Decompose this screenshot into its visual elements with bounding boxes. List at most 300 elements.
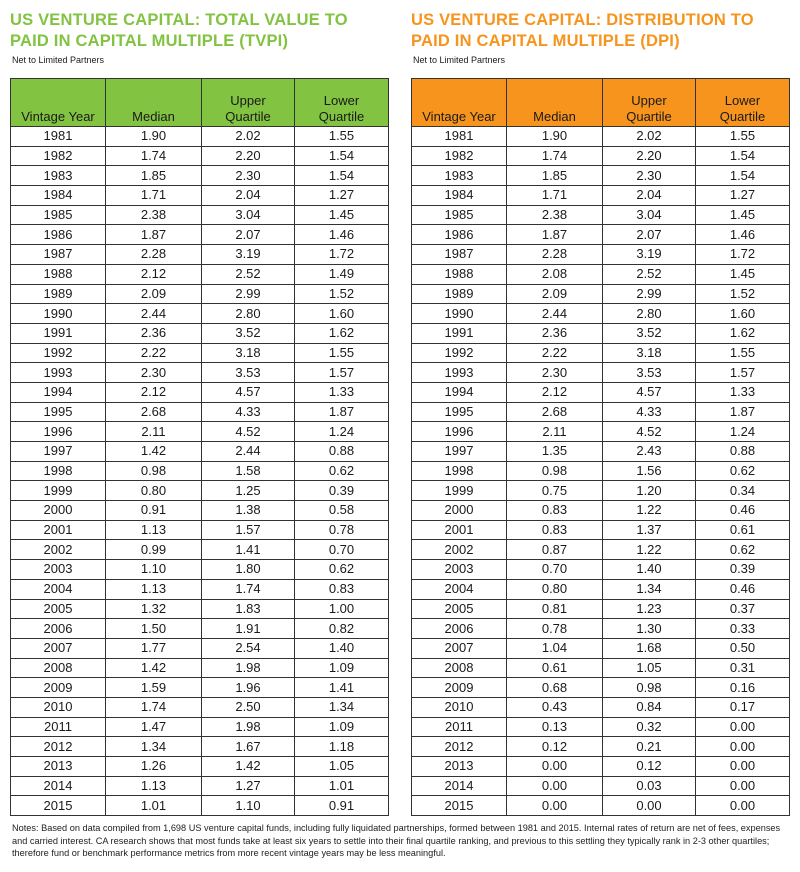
table-cell: 3.52 <box>603 323 696 343</box>
table-cell: 0.61 <box>696 520 790 540</box>
table-cell: 1983 <box>11 166 106 186</box>
table-cell: 2.44 <box>507 304 603 324</box>
table-cell: 1.57 <box>696 363 790 383</box>
dpi-column-header: Upper Quartile <box>603 79 696 127</box>
table-cell: 1.54 <box>295 146 389 166</box>
table-cell: 1992 <box>11 343 106 363</box>
table-row <box>11 461 389 481</box>
table-cell: 2010 <box>412 697 507 717</box>
table-cell: 1.30 <box>603 619 696 639</box>
table-cell: 1.90 <box>507 127 603 147</box>
table-row <box>412 540 790 560</box>
table-row <box>11 619 389 639</box>
table-row <box>11 127 389 147</box>
table-cell: 2014 <box>11 776 106 796</box>
table-row <box>412 638 790 658</box>
table-row <box>412 343 790 363</box>
table-cell: 1.05 <box>295 757 389 777</box>
table-cell: 1.09 <box>295 717 389 737</box>
table-row <box>11 757 389 777</box>
table-cell: 1.42 <box>106 442 202 462</box>
table-cell: 1.35 <box>507 442 603 462</box>
table-row <box>412 304 790 324</box>
table-cell: 1.55 <box>696 127 790 147</box>
table-row <box>412 697 790 717</box>
table-cell: 1.23 <box>603 599 696 619</box>
table-cell: 0.16 <box>696 678 790 698</box>
table-cell: 0.98 <box>106 461 202 481</box>
table-cell: 1.25 <box>202 481 295 501</box>
table-cell: 2006 <box>412 619 507 639</box>
table-cell: 2.28 <box>106 245 202 265</box>
table-cell: 2.30 <box>507 363 603 383</box>
table-cell: 1.52 <box>295 284 389 304</box>
table-cell: 1.87 <box>507 225 603 245</box>
table-row <box>11 658 389 678</box>
table-cell: 1.01 <box>106 796 202 816</box>
tvpi-table <box>10 78 389 816</box>
table-cell: 1990 <box>11 304 106 324</box>
table-cell: 1.59 <box>106 678 202 698</box>
table-cell: 2.20 <box>603 146 696 166</box>
table-cell: 0.83 <box>507 520 603 540</box>
table-cell: 1.42 <box>202 757 295 777</box>
table-cell: 1.91 <box>202 619 295 639</box>
table-row <box>11 382 389 402</box>
table-cell: 1988 <box>11 264 106 284</box>
table-cell: 3.52 <box>202 323 295 343</box>
table-cell: 2.22 <box>106 343 202 363</box>
table-row <box>412 481 790 501</box>
table-cell: 1992 <box>412 343 507 363</box>
table-row <box>412 284 790 304</box>
table-row <box>11 560 389 580</box>
table-cell: 1.60 <box>295 304 389 324</box>
table-cell: 1.57 <box>295 363 389 383</box>
table-cell: 2014 <box>412 776 507 796</box>
table-row <box>11 225 389 245</box>
table-cell: 0.62 <box>295 560 389 580</box>
table-cell: 1981 <box>11 127 106 147</box>
table-cell: 1.87 <box>295 402 389 422</box>
table-cell: 2.68 <box>106 402 202 422</box>
table-cell: 0.00 <box>696 796 790 816</box>
table-cell: 1.13 <box>106 520 202 540</box>
table-row <box>11 579 389 599</box>
table-cell: 1.37 <box>603 520 696 540</box>
table-cell: 2.50 <box>202 697 295 717</box>
table-cell: 1.41 <box>202 540 295 560</box>
table-row <box>11 205 389 225</box>
table-cell: 2.44 <box>202 442 295 462</box>
table-cell: 2007 <box>11 638 106 658</box>
table-cell: 2004 <box>412 579 507 599</box>
table-cell: 0.00 <box>507 776 603 796</box>
table-row <box>11 501 389 521</box>
table-cell: 0.78 <box>507 619 603 639</box>
table-cell: 1.55 <box>295 127 389 147</box>
table-row <box>412 205 790 225</box>
table-row <box>11 304 389 324</box>
table-cell: 1996 <box>11 422 106 442</box>
table-cell: 0.62 <box>295 461 389 481</box>
tvpi-column-header: Upper Quartile <box>202 79 295 127</box>
table-cell: 1.49 <box>295 264 389 284</box>
table-row <box>11 678 389 698</box>
table-cell: 0.88 <box>295 442 389 462</box>
table-cell: 1.72 <box>696 245 790 265</box>
table-row <box>412 737 790 757</box>
table-cell: 0.58 <box>295 501 389 521</box>
table-cell: 2003 <box>412 560 507 580</box>
table-cell: 1.62 <box>696 323 790 343</box>
table-cell: 1.96 <box>202 678 295 698</box>
table-cell: 2006 <box>11 619 106 639</box>
table-cell: 1988 <box>412 264 507 284</box>
table-row <box>11 776 389 796</box>
tvpi-table-body <box>11 127 389 816</box>
table-cell: 1993 <box>11 363 106 383</box>
table-cell: 0.83 <box>295 579 389 599</box>
table-cell: 2012 <box>11 737 106 757</box>
table-cell: 2.36 <box>106 323 202 343</box>
table-cell: 0.75 <box>507 481 603 501</box>
table-cell: 1.41 <box>295 678 389 698</box>
table-cell: 1984 <box>412 186 507 206</box>
table-cell: 0.62 <box>696 461 790 481</box>
table-cell: 1.42 <box>106 658 202 678</box>
table-cell: 2005 <box>11 599 106 619</box>
table-cell: 0.88 <box>696 442 790 462</box>
table-cell: 0.43 <box>507 697 603 717</box>
table-cell: 2.38 <box>106 205 202 225</box>
table-cell: 0.83 <box>507 501 603 521</box>
table-row <box>412 382 790 402</box>
table-row <box>11 264 389 284</box>
table-cell: 2008 <box>412 658 507 678</box>
table-row <box>412 323 790 343</box>
table-cell: 0.21 <box>603 737 696 757</box>
table-cell: 3.53 <box>202 363 295 383</box>
table-row <box>412 461 790 481</box>
table-cell: 2003 <box>11 560 106 580</box>
table-cell: 2.52 <box>202 264 295 284</box>
table-cell: 1.09 <box>295 658 389 678</box>
table-row <box>412 127 790 147</box>
table-cell: 1.55 <box>295 343 389 363</box>
table-cell: 2008 <box>11 658 106 678</box>
table-cell: 1.46 <box>295 225 389 245</box>
table-cell: 0.46 <box>696 579 790 599</box>
table-cell: 1.57 <box>202 520 295 540</box>
table-cell: 2.80 <box>603 304 696 324</box>
table-cell: 3.19 <box>603 245 696 265</box>
table-cell: 1998 <box>412 461 507 481</box>
table-cell: 2.54 <box>202 638 295 658</box>
table-cell: 1.46 <box>696 225 790 245</box>
table-cell: 1.27 <box>295 186 389 206</box>
tvpi-header-row <box>11 79 389 127</box>
table-row <box>11 186 389 206</box>
table-cell: 2000 <box>412 501 507 521</box>
table-cell: 1.71 <box>507 186 603 206</box>
table-cell: 3.18 <box>202 343 295 363</box>
table-cell: 2009 <box>11 678 106 698</box>
table-row <box>11 363 389 383</box>
table-cell: 1991 <box>412 323 507 343</box>
table-cell: 0.33 <box>696 619 790 639</box>
table-cell: 0.34 <box>696 481 790 501</box>
table-cell: 2.12 <box>106 382 202 402</box>
table-cell: 1987 <box>412 245 507 265</box>
dpi-column-header: Lower Quartile <box>696 79 790 127</box>
dpi-title: US VENTURE CAPITAL: DISTRIBUTION TO PAID IN CAPITAL MULTIPLE (DPI) <box>411 11 754 50</box>
table-cell: 2.44 <box>106 304 202 324</box>
table-cell: 4.33 <box>202 402 295 422</box>
tvpi-column-header: Vintage Year <box>11 79 106 127</box>
table-cell: 1.85 <box>106 166 202 186</box>
table-cell: 0.84 <box>603 697 696 717</box>
table-cell: 1.54 <box>295 166 389 186</box>
table-cell: 1.40 <box>295 638 389 658</box>
table-cell: 3.04 <box>603 205 696 225</box>
table-cell: 2013 <box>11 757 106 777</box>
table-cell: 1.87 <box>106 225 202 245</box>
table-cell: 2015 <box>11 796 106 816</box>
table-cell: 2013 <box>412 757 507 777</box>
table-cell: 1.83 <box>202 599 295 619</box>
table-cell: 1.33 <box>295 382 389 402</box>
table-row <box>11 402 389 422</box>
table-cell: 1999 <box>11 481 106 501</box>
table-cell: 0.70 <box>507 560 603 580</box>
table-row <box>11 520 389 540</box>
dpi-table <box>411 78 790 816</box>
table-cell: 0.00 <box>507 796 603 816</box>
table-cell: 0.80 <box>106 481 202 501</box>
table-cell: 1.62 <box>295 323 389 343</box>
dpi-panel <box>411 10 789 816</box>
table-cell: 1997 <box>412 442 507 462</box>
table-cell: 0.00 <box>507 757 603 777</box>
table-cell: 0.31 <box>696 658 790 678</box>
table-cell: 1.71 <box>106 186 202 206</box>
table-cell: 1.10 <box>202 796 295 816</box>
table-cell: 1.45 <box>295 205 389 225</box>
table-cell: 1.20 <box>603 481 696 501</box>
table-cell: 1.68 <box>603 638 696 658</box>
table-cell: 1.54 <box>696 166 790 186</box>
table-cell: 0.78 <box>295 520 389 540</box>
table-row <box>11 146 389 166</box>
table-cell: 1.45 <box>696 205 790 225</box>
table-cell: 1.13 <box>106 776 202 796</box>
tvpi-title: US VENTURE CAPITAL: TOTAL VALUE TO PAID IN CAPITAL MULTIPLE (TVPI) <box>10 11 348 50</box>
table-cell: 1.74 <box>106 697 202 717</box>
table-cell: 0.00 <box>696 717 790 737</box>
table-cell: 1.38 <box>202 501 295 521</box>
table-cell: 1985 <box>412 205 507 225</box>
table-row <box>412 757 790 777</box>
table-cell: 2010 <box>11 697 106 717</box>
table-cell: 1.77 <box>106 638 202 658</box>
table-cell: 0.98 <box>507 461 603 481</box>
table-cell: 2012 <box>412 737 507 757</box>
table-cell: 2.07 <box>202 225 295 245</box>
dpi-header-row <box>412 79 790 127</box>
table-cell: 2.12 <box>507 382 603 402</box>
table-row <box>11 599 389 619</box>
tvpi-subtitle: Net to Limited Partners <box>12 55 105 65</box>
dpi-column-header: Vintage Year <box>412 79 507 127</box>
table-row <box>412 442 790 462</box>
table-cell: 1.56 <box>603 461 696 481</box>
table-row <box>11 717 389 737</box>
table-cell: 2.04 <box>202 186 295 206</box>
table-cell: 1.24 <box>295 422 389 442</box>
table-cell: 0.87 <box>507 540 603 560</box>
table-cell: 1.22 <box>603 540 696 560</box>
table-cell: 0.00 <box>696 737 790 757</box>
table-cell: 2002 <box>412 540 507 560</box>
table-cell: 3.04 <box>202 205 295 225</box>
table-cell: 0.99 <box>106 540 202 560</box>
table-cell: 1.50 <box>106 619 202 639</box>
table-row <box>412 166 790 186</box>
table-cell: 1.85 <box>507 166 603 186</box>
table-cell: 1.58 <box>202 461 295 481</box>
table-cell: 1.10 <box>106 560 202 580</box>
table-cell: 2.28 <box>507 245 603 265</box>
table-cell: 1.87 <box>696 402 790 422</box>
table-cell: 1986 <box>412 225 507 245</box>
table-cell: 1.18 <box>295 737 389 757</box>
table-cell: 1.27 <box>202 776 295 796</box>
table-cell: 1.24 <box>696 422 790 442</box>
table-row <box>412 146 790 166</box>
table-cell: 1982 <box>11 146 106 166</box>
table-row <box>412 619 790 639</box>
table-cell: 1996 <box>412 422 507 442</box>
dpi-column-header: Median <box>507 79 603 127</box>
tvpi-panel <box>10 10 388 816</box>
table-cell: 1.67 <box>202 737 295 757</box>
table-cell: 2.52 <box>603 264 696 284</box>
table-row <box>412 579 790 599</box>
table-cell: 2.11 <box>106 422 202 442</box>
table-cell: 1997 <box>11 442 106 462</box>
table-cell: 1.32 <box>106 599 202 619</box>
table-cell: 2004 <box>11 579 106 599</box>
table-row <box>412 520 790 540</box>
table-cell: 2.04 <box>603 186 696 206</box>
table-cell: 0.12 <box>507 737 603 757</box>
table-cell: 1994 <box>412 382 507 402</box>
table-cell: 2001 <box>412 520 507 540</box>
table-cell: 1989 <box>412 284 507 304</box>
table-cell: 2.07 <box>603 225 696 245</box>
table-cell: 0.32 <box>603 717 696 737</box>
table-row <box>11 422 389 442</box>
table-cell: 0.03 <box>603 776 696 796</box>
table-cell: 1.34 <box>106 737 202 757</box>
table-row <box>412 501 790 521</box>
table-cell: 1.27 <box>696 186 790 206</box>
footnote: Notes: Based on data compiled from 1,698 US venture capital funds, including fully liquidated partnerships, formed between 1981 and 2015. Internal rates of return are net of fees, expenses and carried interest. CA research shows that most funds take at least six years to settle into their final quartile ranking, and previous to this settling they typically rank in 2-3 other quartiles; therefore fund or benchmark performance metrics from more recent vintage years may be less meaningful. <box>12 823 781 858</box>
table-cell: 1.74 <box>106 146 202 166</box>
table-cell: 1.34 <box>603 579 696 599</box>
table-cell: 1.34 <box>295 697 389 717</box>
table-cell: 2.09 <box>507 284 603 304</box>
tvpi-column-header: Median <box>106 79 202 127</box>
table-cell: 2001 <box>11 520 106 540</box>
table-cell: 2005 <box>412 599 507 619</box>
table-cell: 3.53 <box>603 363 696 383</box>
table-cell: 2.11 <box>507 422 603 442</box>
table-row <box>412 402 790 422</box>
table-cell: 0.00 <box>603 796 696 816</box>
table-row <box>412 776 790 796</box>
table-cell: 1.26 <box>106 757 202 777</box>
table-cell: 2.20 <box>202 146 295 166</box>
tvpi-column-header: Lower Quartile <box>295 79 389 127</box>
table-cell: 2.80 <box>202 304 295 324</box>
table-row <box>11 796 389 816</box>
table-cell: 2.36 <box>507 323 603 343</box>
table-cell: 2.30 <box>106 363 202 383</box>
table-cell: 1998 <box>11 461 106 481</box>
table-cell: 1983 <box>412 166 507 186</box>
table-row <box>11 343 389 363</box>
table-cell: 1986 <box>11 225 106 245</box>
table-cell: 2000 <box>11 501 106 521</box>
table-row <box>11 166 389 186</box>
table-cell: 2.99 <box>603 284 696 304</box>
table-cell: 4.52 <box>603 422 696 442</box>
dpi-subtitle: Net to Limited Partners <box>413 55 506 65</box>
table-cell: 0.82 <box>295 619 389 639</box>
table-cell: 1.47 <box>106 717 202 737</box>
table-cell: 0.61 <box>507 658 603 678</box>
table-cell: 1.90 <box>106 127 202 147</box>
table-cell: 4.52 <box>202 422 295 442</box>
table-cell: 1.54 <box>696 146 790 166</box>
table-cell: 2.68 <box>507 402 603 422</box>
table-cell: 1984 <box>11 186 106 206</box>
table-cell: 2.30 <box>202 166 295 186</box>
table-cell: 1994 <box>11 382 106 402</box>
table-cell: 0.91 <box>295 796 389 816</box>
table-row <box>11 540 389 560</box>
table-row <box>412 678 790 698</box>
table-cell: 1995 <box>11 402 106 422</box>
table-cell: 1.80 <box>202 560 295 580</box>
table-row <box>11 442 389 462</box>
table-cell: 0.98 <box>603 678 696 698</box>
table-cell: 1.74 <box>202 579 295 599</box>
table-cell: 1993 <box>412 363 507 383</box>
table-cell: 1.45 <box>696 264 790 284</box>
table-row <box>412 796 790 816</box>
table-cell: 2.02 <box>603 127 696 147</box>
table-cell: 0.12 <box>603 757 696 777</box>
table-row <box>11 284 389 304</box>
table-cell: 3.18 <box>603 343 696 363</box>
table-cell: 2.38 <box>507 205 603 225</box>
table-cell: 0.00 <box>696 757 790 777</box>
table-cell: 2.08 <box>507 264 603 284</box>
table-cell: 0.70 <box>295 540 389 560</box>
